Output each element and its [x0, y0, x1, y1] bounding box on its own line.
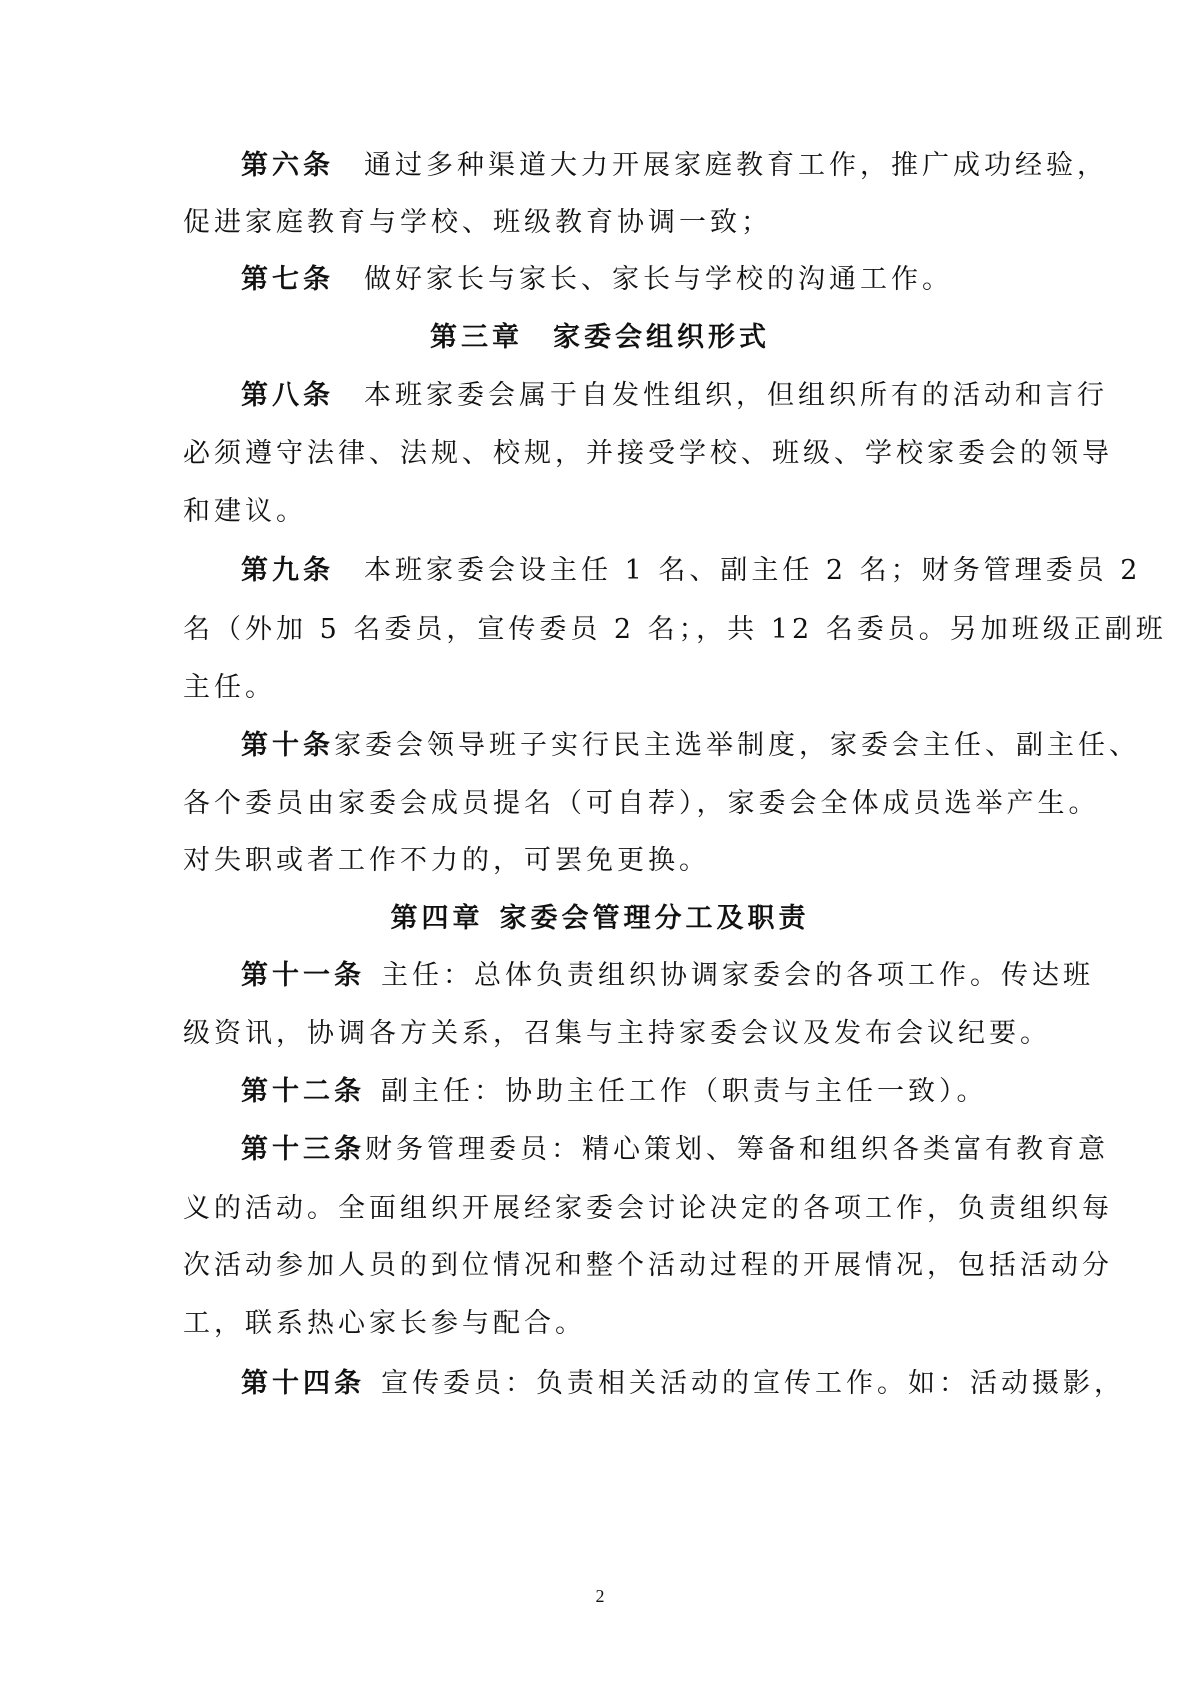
- article-text: 家委会领导班子实行民主选举制度，家委会主任、副主任、: [334, 730, 1140, 761]
- article-text: 本班家委会设主任 1 名、副主任 2 名；财务管理委员 2: [364, 555, 1142, 586]
- body-text: 对失职或者工作不力的，可罢免更换。: [183, 845, 710, 876]
- article-text: 财务管理委员：精心策划、筹备和组织各类富有教育意: [365, 1134, 1109, 1165]
- article-13-line-3: [183, 1248, 1113, 1284]
- article-10-line-3: [183, 843, 1033, 879]
- chapter-3-heading: [0, 320, 1200, 356]
- article-label: 第十一条: [241, 960, 365, 991]
- article-text: 做好家长与家长、家长与学校的沟通工作。: [364, 264, 953, 295]
- chapter-title: 家委会组织形式: [553, 322, 770, 353]
- article-label: 第十条: [241, 730, 334, 761]
- body-text: 主任。: [183, 672, 276, 703]
- article-10-line-1: [241, 728, 1140, 764]
- article-13-line-2: [183, 1191, 1113, 1227]
- article-6-line-1: [241, 148, 1108, 184]
- article-label: 第八条: [241, 380, 334, 411]
- article-label: 第十二条: [241, 1076, 365, 1107]
- article-13-line-4: [183, 1306, 1033, 1342]
- body-text: 工，联系热心家长参与配合。: [183, 1308, 586, 1339]
- article-9-line-2: [183, 612, 1167, 648]
- article-14-line-1: [241, 1366, 1125, 1402]
- chapter-4-heading: [0, 901, 1200, 937]
- article-12-line-1: [241, 1074, 1091, 1110]
- chapter-number: 第三章: [430, 322, 523, 353]
- article-6-line-2: [183, 205, 1033, 241]
- article-13-line-1: [241, 1132, 1109, 1168]
- article-text: 主任：总体负责组织协调家委会的各项工作。传达班: [381, 960, 1094, 991]
- article-text: 副主任：协助主任工作（职责与主任一致）。: [381, 1076, 988, 1107]
- article-8-line-1: [241, 378, 1108, 414]
- article-label: 第九条: [241, 555, 334, 586]
- article-11-line-1: [241, 958, 1094, 994]
- article-8-line-2: [183, 436, 1113, 472]
- body-text: 各个委员由家委会成员提名（可自荐），家委会全体成员选举产生。: [183, 788, 1100, 819]
- body-text: 名（外加 5 名委员，宣传委员 2 名；，共 12 名委员。另加班级正副班: [183, 614, 1167, 645]
- chapter-number: 第四章: [390, 903, 484, 934]
- body-text: 义的活动。全面组织开展经家委会讨论决定的各项工作，负责组织每: [183, 1193, 1113, 1224]
- article-text: 本班家委会属于自发性组织，但组织所有的活动和言行: [364, 380, 1108, 411]
- article-label: 第七条: [241, 264, 334, 295]
- article-9-line-1: [241, 553, 1142, 589]
- article-7-line-1: [241, 262, 1091, 298]
- body-text: 和建议。: [183, 496, 307, 527]
- article-label: 第六条: [241, 150, 334, 181]
- body-text: 级资讯，协调各方关系，召集与主持家委会议及发布会议纪要。: [183, 1018, 1051, 1049]
- article-10-line-2: [183, 786, 1100, 822]
- article-text: 宣传委员：负责相关活动的宣传工作。如：活动摄影，: [381, 1368, 1125, 1399]
- body-text: 必须遵守法律、法规、校规，并接受学校、班级、学校家委会的领导: [183, 438, 1113, 469]
- article-text: 通过多种渠道大力开展家庭教育工作，推广成功经验，: [364, 150, 1108, 181]
- page-number: 2: [595, 1586, 605, 1606]
- body-text: 促进家庭教育与学校、班级教育协调一致；: [183, 207, 772, 238]
- chapter-title: 家委会管理分工及职责: [499, 903, 810, 934]
- article-9-line-3: [183, 670, 1033, 706]
- article-label: 第十三条: [241, 1134, 365, 1165]
- article-8-line-3: [183, 494, 1033, 530]
- article-11-line-2: [183, 1016, 1051, 1052]
- body-text: 次活动参加人员的到位情况和整个活动过程的开展情况，包括活动分: [183, 1250, 1113, 1281]
- article-label: 第十四条: [241, 1368, 365, 1399]
